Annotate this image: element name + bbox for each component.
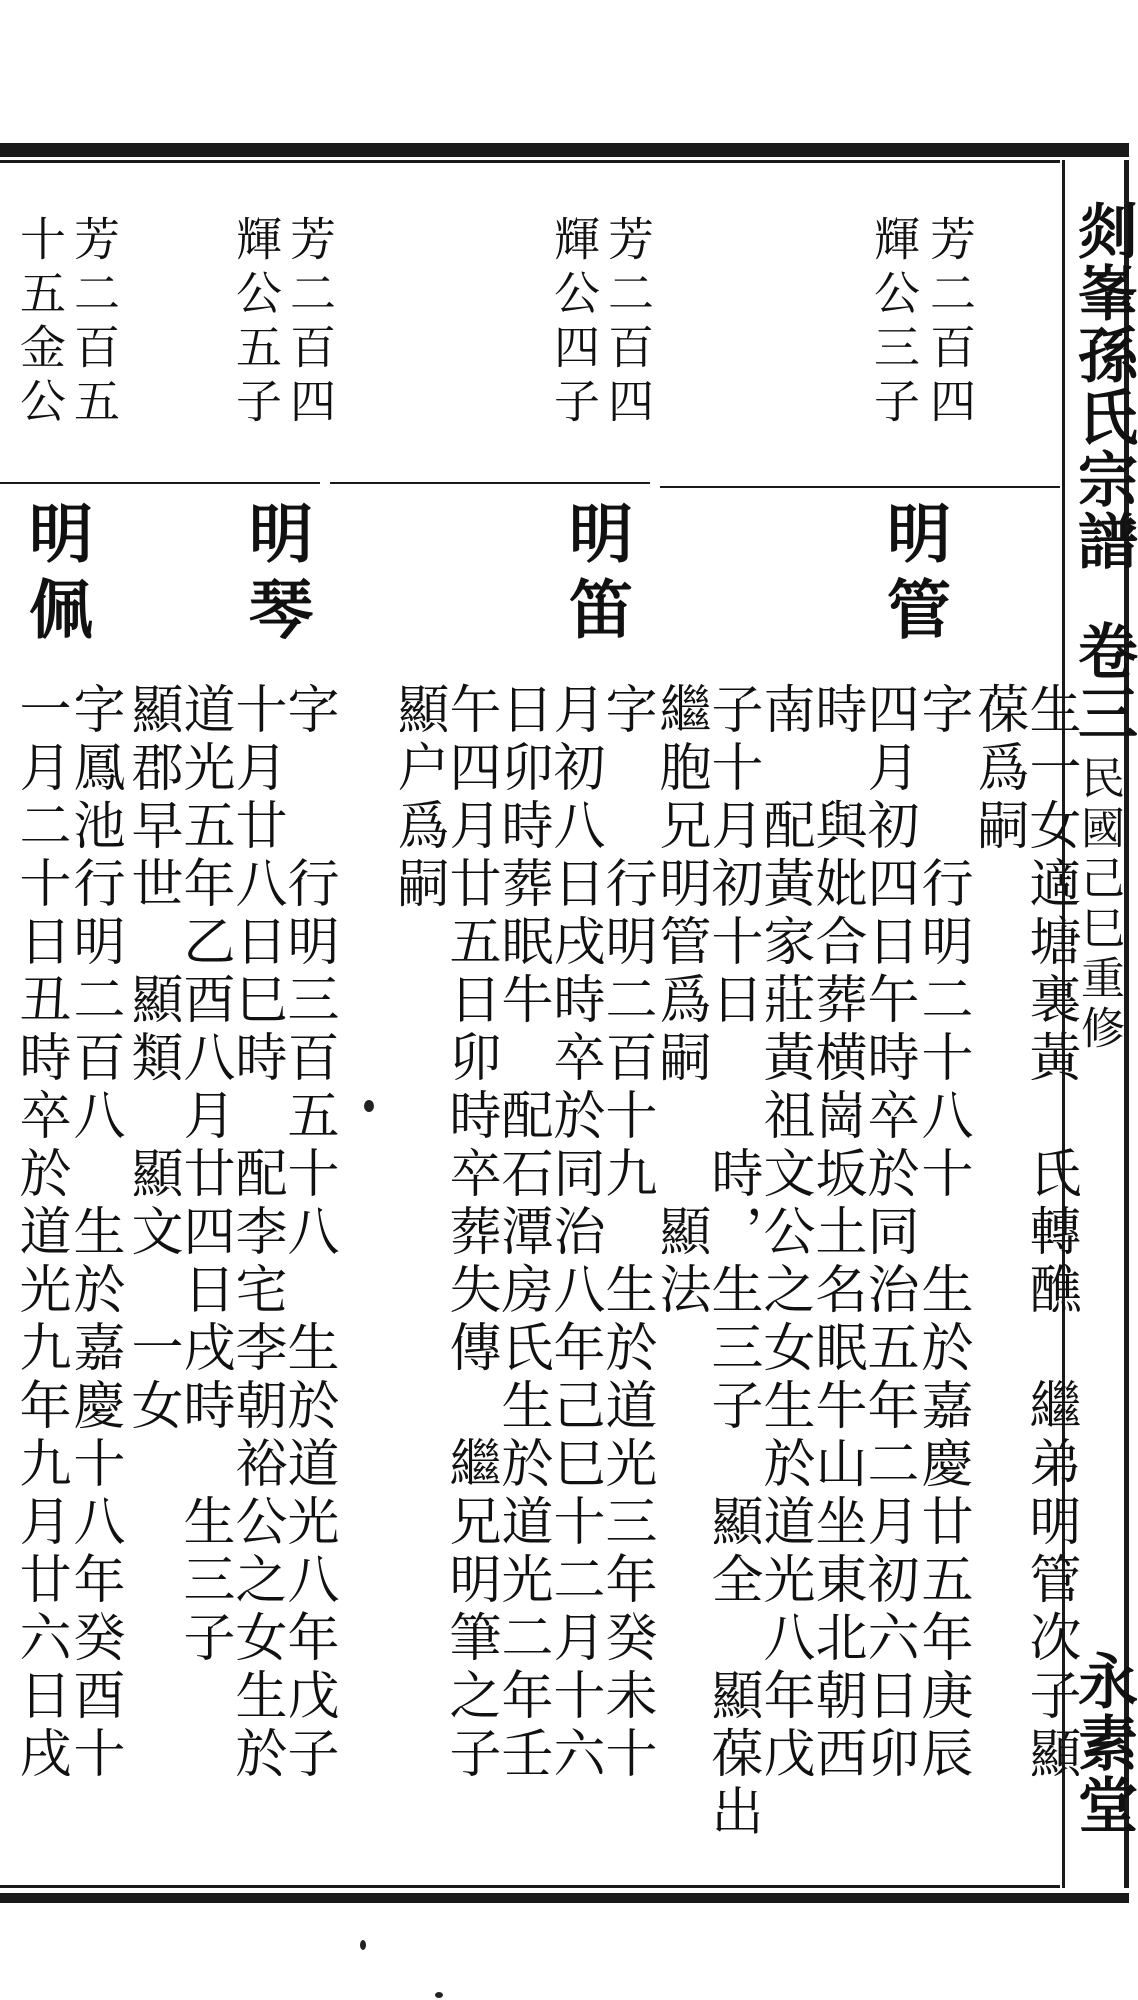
entry-text-line: 繼胞兄明管爲嗣 顯法	[650, 682, 710, 1320]
entry-text-line: 生一女適塘裏黃 氏轉醮 繼弟明管次子顯	[1020, 682, 1080, 1784]
entry-text-line: 字鳳池行明二百八 生於嘉慶十八年癸酉十	[64, 682, 124, 1784]
entry-text-line: 葆爲嗣	[968, 682, 1028, 856]
ink-speck	[360, 1940, 366, 1950]
entry-text-line: 一月二十日丑時卒於道光九年九月廿六日戌	[10, 682, 70, 1784]
bottom-border	[0, 1893, 1129, 1903]
entry-text-line: 午四月廿五日卯時卒葬失傳 繼兄明筆之子	[440, 682, 500, 1784]
entry-text-line: 十月廿八日巳時 配李宅李朝裕公之女生於	[226, 682, 286, 1784]
entry-name: 明笛	[558, 500, 633, 652]
entry-father-line: 輝公三子	[867, 215, 921, 431]
entry-text-line: 子十月初十日 時，生三子 顯全 顯葆出	[702, 682, 762, 1842]
entry-name: 明琴	[238, 500, 313, 652]
ink-speck	[364, 1100, 374, 1112]
entry-text-line: 日卯時葬眠牛 配石潭房氏生於道光二年壬	[492, 682, 552, 1784]
top-border-inner	[0, 160, 1060, 163]
entry-text-line: 顯郡早世 顯類 顯文 一女	[122, 682, 182, 1436]
entry-name: 明佩	[18, 500, 93, 652]
entry-father-line: 芳二百四	[283, 215, 337, 431]
ink-speck	[435, 1992, 443, 1998]
entry-text-line: 南 配黃家莊黃祖文公之女生於道光八年戊	[754, 682, 814, 1784]
margin-volume: 卷三	[1068, 620, 1138, 744]
header-rule-2	[330, 482, 650, 484]
header-rule-3	[0, 482, 320, 484]
top-border	[0, 143, 1129, 157]
entry-father-line: 芳二百四	[601, 215, 655, 431]
entry-text-line: 字 行明二十八十 生於嘉慶廿五年庚辰	[912, 682, 972, 1784]
entry-name: 明管	[876, 500, 951, 652]
entry-father-line: 芳二百五	[67, 215, 121, 431]
margin-edition: 民國己巳重修	[1073, 755, 1124, 1055]
header-rule-1	[660, 486, 1060, 488]
entry-text-line: 道光五年乙酉八月廿四日戌時 生三子	[174, 682, 234, 1668]
entry-text-line: 字 行明二百十九 生於道光三年癸未十	[596, 682, 656, 1784]
margin-hall: 永素堂	[1068, 1650, 1138, 1836]
entry-text-line: 時 與妣合葬横崗坂土名眠牛山坐東北朝西	[806, 682, 866, 1784]
entry-father-line: 輝公五子	[229, 215, 283, 431]
bottom-border-inner	[0, 1885, 1060, 1888]
entry-text-line: 顯户爲嗣	[388, 682, 448, 914]
margin-title: 剡峯孫氏宗譜	[1068, 200, 1138, 572]
entry-text-line: 字 行明三百五十八 生於道光八年戊子	[278, 682, 338, 1784]
entry-father-line: 輝公四子	[547, 215, 601, 431]
entry-father-line: 十五金公	[13, 215, 67, 431]
entry-text-line: 四月初四日午時卒於同治五年二月初六日卯	[858, 682, 918, 1784]
entry-father-line: 芳二百四	[923, 215, 977, 431]
entry-text-line: 月初八日戌時卒於同治八年己巳十二月十六	[544, 682, 604, 1784]
